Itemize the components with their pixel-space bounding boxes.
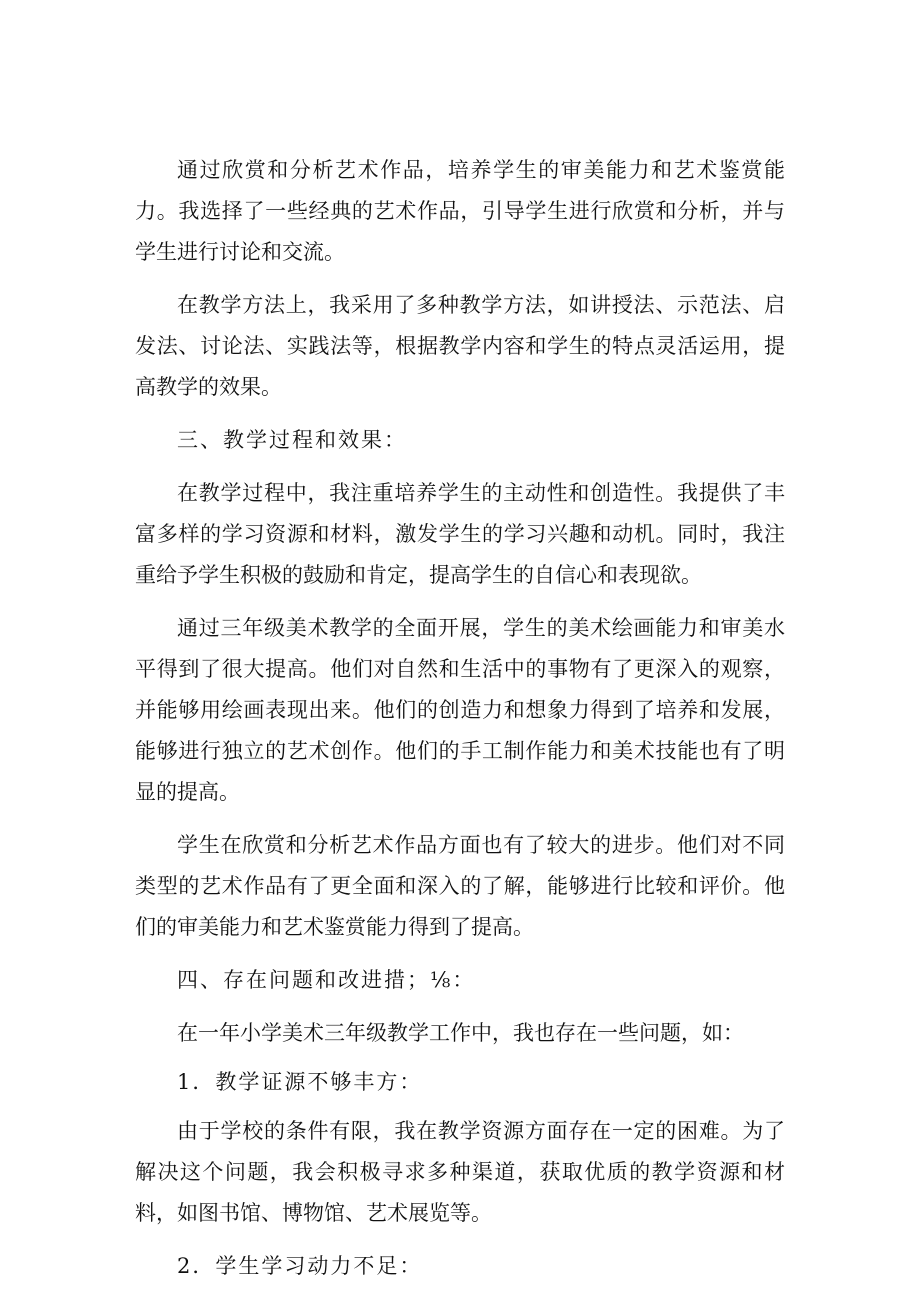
section-heading-process-effect: 三、教学过程和效果： [177, 428, 407, 452]
paragraph-drawing-progress: 通过三年级美术教学的全面开展，学生的美术绘画能力和审美水平得到了很大提高。他们对自然和生活中的事物有了更深入的观察，并能够用绘画表现出来。他们的创造力和想象力得到了培养和发展，能够进行独立的艺术创作。他们的手工制作能力和美术技能也有了明显的提高。 [135, 616, 785, 804]
document-page [135, 150, 785, 1299]
paragraph-art-appreciation-progress: 学生在欣赏和分析艺术作品方面也有了较大的进步。他们对不同类型的艺术作品有了更全面和深入的了解，能够进行比较和评价。他们的审美能力和艺术鉴赏能力得到了提高。 [135, 833, 785, 939]
paragraph-problems-intro: 在一年小学美术三年级教学工作中，我也存在一些问题，如： [177, 1021, 744, 1045]
section-heading-problems-improvements: 四、存在问题和改进措；⅛： [177, 968, 476, 992]
list-heading-resources: 1．教学证源不够丰方： [177, 1070, 423, 1094]
paragraph-teaching-process: 在教学过程中，我注重培养学生的主动性和创造性。我提供了丰富多样的学习资源和材料，激发学生的学习兴趣和动机。同时，我注重给予学生积极的鼓励和肯定，提高学生的自信心和表现欲。 [135, 481, 785, 587]
list-heading-motivation: 2．学生学习动力不足： [177, 1254, 423, 1278]
paragraph-appreciation: 通过欣赏和分析艺术作品，培养学生的审美能力和艺术鉴赏能力。我选择了一些经典的艺术作品，引导学生进行欣赏和分析，并与学生进行讨论和交流。 [135, 158, 785, 264]
paragraph-teaching-methods: 在教学方法上，我采用了多种教学方法，如讲授法、示范法、启发法、讨论法、实践法等，根据教学内容和学生的特点灵活运用，提高教学的效果。 [135, 293, 785, 399]
paragraph-resources-solution: 由于学校的条件有限，我在教学资源方面存在一定的困难。为了解决这个问题，我会积极寻求多种渠道，获取优质的教学资源和材料，如图书馆、博物馆、艺术展览等。 [135, 1119, 785, 1225]
